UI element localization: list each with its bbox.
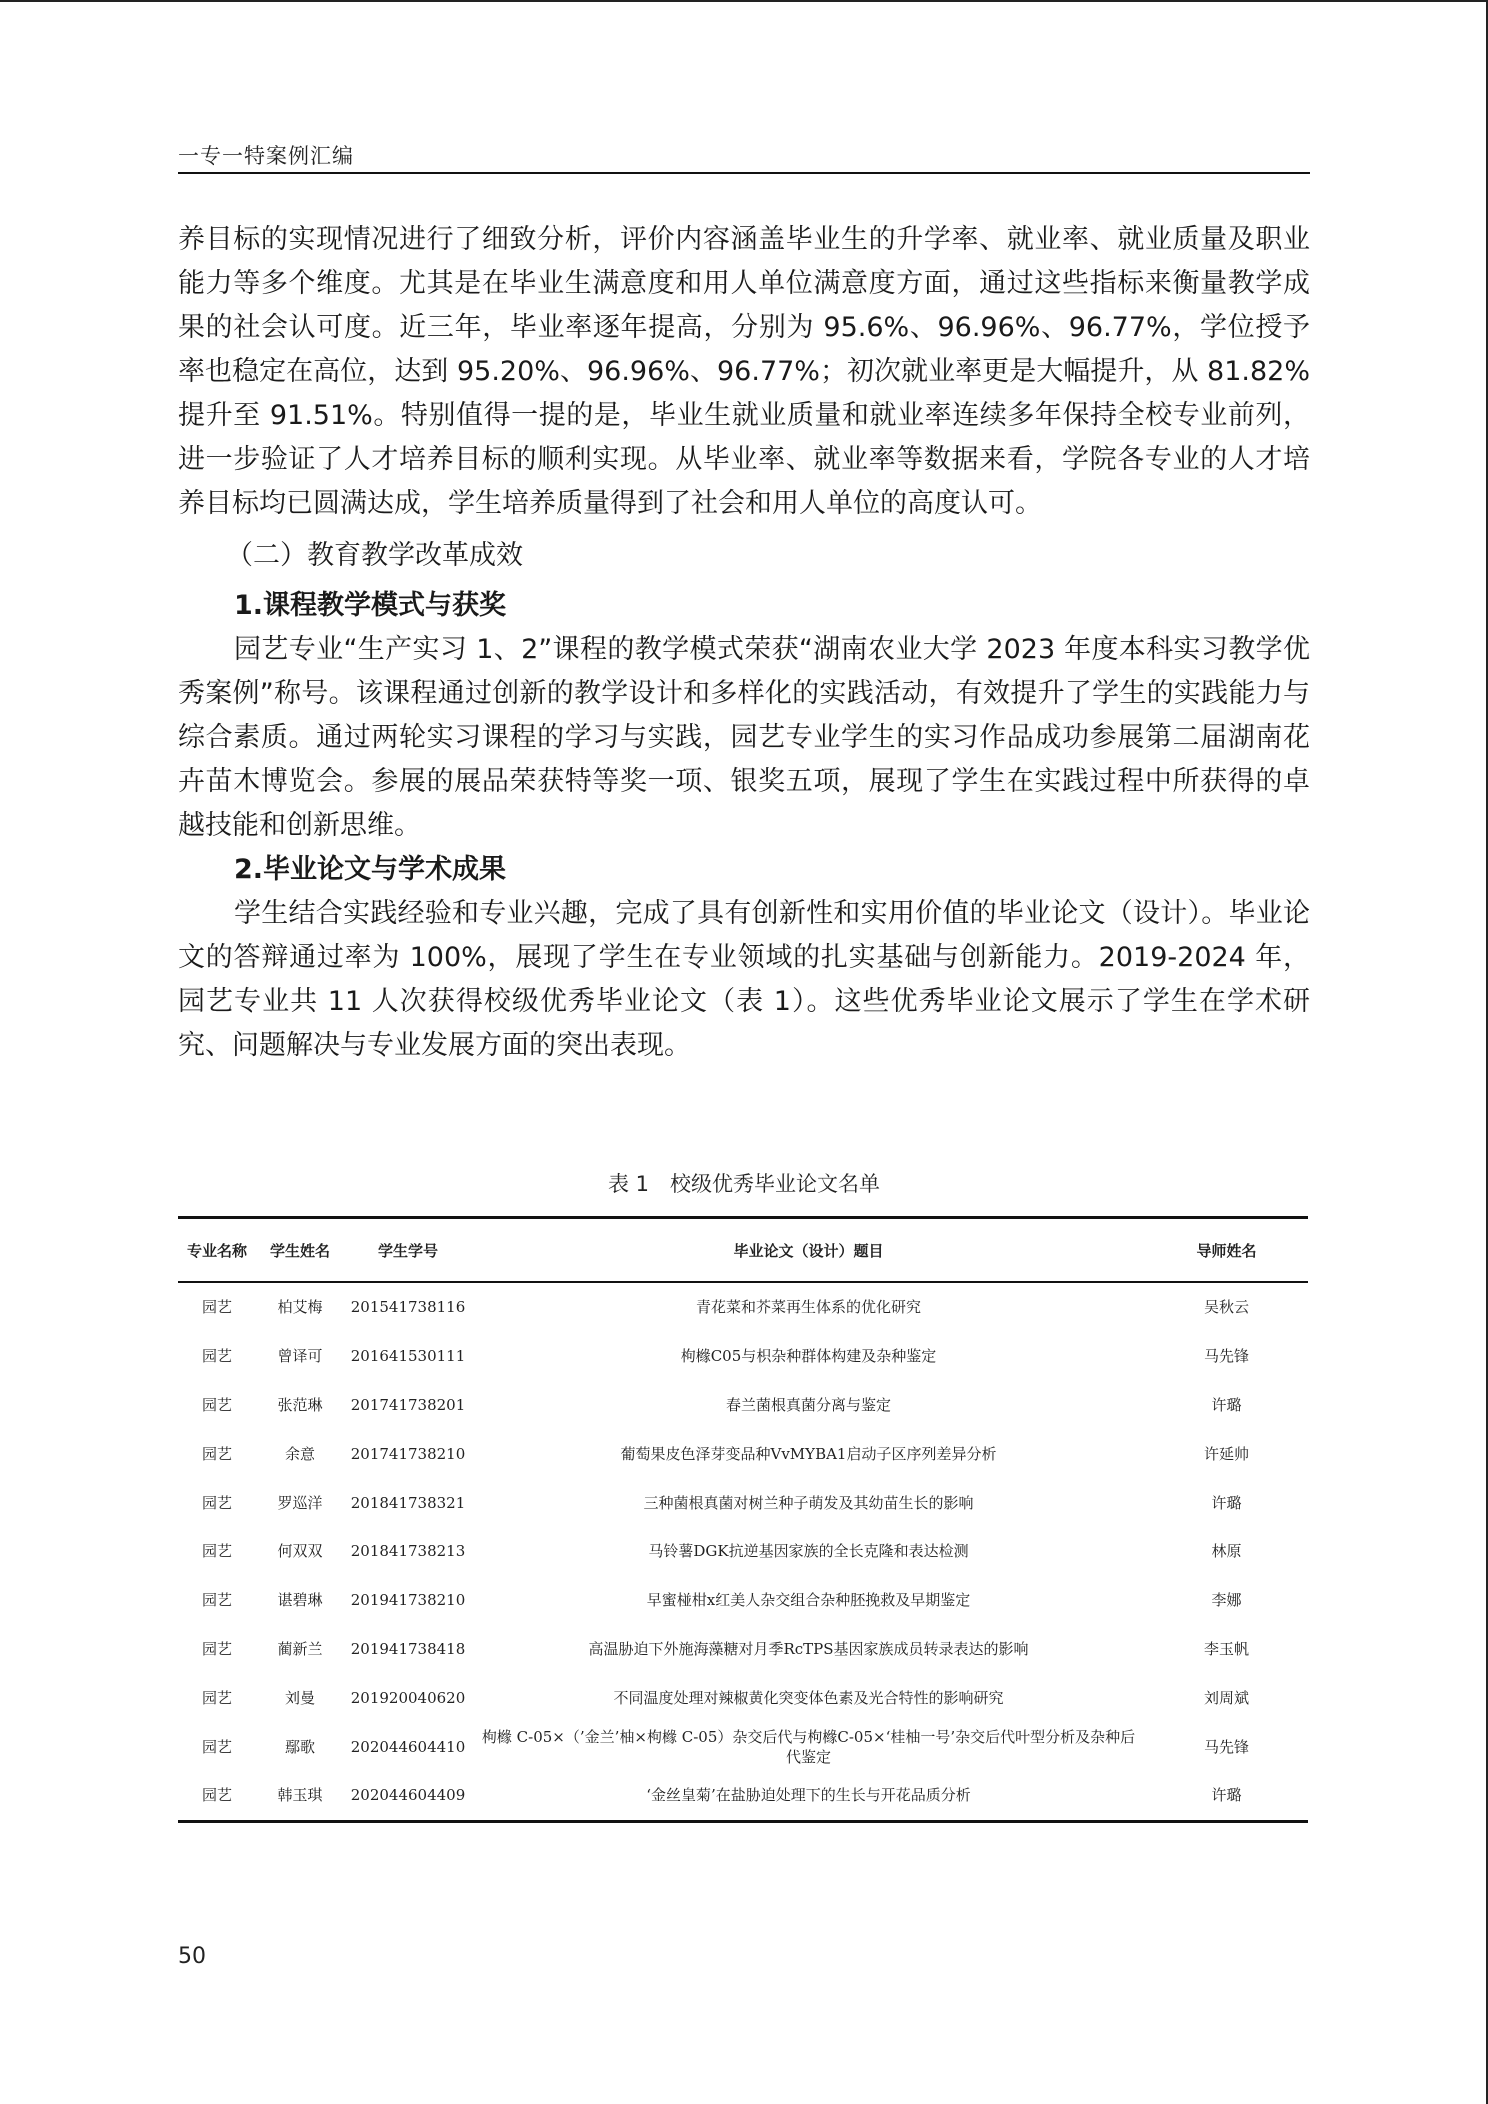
cell-advisor: 李娜 [1211, 1591, 1242, 1610]
cell-major: 园艺 [201, 1639, 232, 1658]
table-row [178, 1478, 1308, 1527]
cell-student-id: 201941738210 [350, 1591, 466, 1610]
header-student-name: 学生姓名 [256, 1218, 344, 1283]
thesis-table [178, 1216, 1308, 1823]
header-rule [178, 172, 1310, 174]
cell-student-name: 谌碧琳 [277, 1591, 323, 1610]
cell-advisor: 许璐 [1211, 1395, 1242, 1414]
cell-advisor: 许延帅 [1203, 1444, 1249, 1463]
cell-thesis-title: 三种菌根真菌对树兰种子萌发及其幼苗生长的影响 [643, 1493, 974, 1512]
cell-student-name: 何双双 [277, 1542, 323, 1561]
cell-advisor: 刘周斌 [1203, 1688, 1249, 1707]
document-body [178, 218, 1310, 1068]
cell-major: 园艺 [201, 1298, 232, 1317]
running-header: 一专一特案例汇编 [178, 144, 354, 168]
table-row [178, 1771, 1308, 1821]
cell-student-name: 曾译可 [277, 1347, 323, 1366]
cell-thesis-title: 不同温度处理对辣椒黄化突变体色素及光合特性的影响研究 [613, 1688, 1004, 1707]
cell-thesis-title: 马铃薯DGK抗逆基因家族的全长克隆和表达检测 [648, 1542, 969, 1561]
cell-student-id: 201841738321 [350, 1493, 466, 1512]
subsection-heading-course: 1.课程教学模式与获奖 [234, 590, 507, 621]
table-row [178, 1332, 1308, 1381]
cell-student-id: 201641530111 [350, 1347, 466, 1366]
cell-student-id: 201841738213 [350, 1542, 466, 1561]
cell-thesis-title: 春兰菌根真菌分离与鉴定 [725, 1395, 891, 1414]
cell-major: 园艺 [201, 1737, 232, 1756]
cell-thesis-title: 早蜜椪柑x红美人杂交组合杂种胚挽救及早期鉴定 [646, 1591, 971, 1610]
cell-student-name: 蔺新兰 [277, 1639, 323, 1658]
cell-advisor: 马先锋 [1203, 1737, 1249, 1756]
table-header-row [178, 1218, 1308, 1283]
paragraph-thesis: 学生结合实践经验和专业兴趣，完成了具有创新性和实用价值的毕业论文（设计）。毕业论文的答辩通过率为 100%，展现了学生在专业领域的扎实基础与创新能力。2019-2024 年，园艺专业共 11 人次获得校级优秀毕业论文（表 1）。这些优秀毕业论文展示了学生在学术研究、问题解决与专业发展方面的突出表现。 [178, 898, 1310, 1061]
cell-thesis-title: 高温胁迫下外施海藻糖对月季RcTPS基因家族成员转录表达的影响 [588, 1639, 1029, 1658]
paragraph-course-award: 园艺专业“生产实习 1、2”课程的教学模式荣获“湖南农业大学 2023 年度本科实习教学优秀案例”称号。该课程通过创新的教学设计和多样化的实践活动，有效提升了学生的实践能力与综合素质。通过两轮实习课程的学习与实践，园艺专业学生的实习作品成功参展第二届湖南花卉苗木博览会。参展的展品荣获特等奖一项、银奖五项，展现了学生在实践过程中所获得的卓越技能和创新思维。 [178, 634, 1310, 841]
table-row [178, 1527, 1308, 1576]
cell-student-id: 201920040620 [350, 1688, 466, 1707]
cell-advisor: 林原 [1211, 1542, 1242, 1561]
cell-student-id: 202044604409 [344, 1771, 472, 1821]
cell-thesis-title: 枸橼 C-05×（’金兰’柚×枸橼 C-05）杂交后代与枸橼C-05×‘桂柚一号’杂交后代叶型分析及杂种后代鉴定 [481, 1727, 1136, 1766]
cell-student-name: 鄢歌 [284, 1737, 315, 1756]
table-row [178, 1625, 1308, 1674]
section-heading: （二）教育教学改革成效 [226, 540, 523, 571]
cell-advisor: 吴秋云 [1203, 1298, 1249, 1317]
cell-student-id: 201541738116 [350, 1298, 466, 1317]
table-row [178, 1282, 1308, 1332]
cell-thesis-title: 青花菜和芥菜再生体系的优化研究 [695, 1298, 921, 1317]
header-major: 专业名称 [178, 1218, 256, 1283]
cell-thesis-title: 枸橼C05与枳杂种群体构建及杂种鉴定 [680, 1347, 937, 1366]
table-row [178, 1722, 1308, 1771]
cell-thesis-title: 葡萄果皮色泽芽变品种VvMYBA1启动子区序列差异分析 [620, 1444, 997, 1463]
cell-student-name: 余意 [284, 1444, 315, 1463]
cell-student-id: 202044604410 [350, 1737, 466, 1756]
cell-advisor: 李玉帆 [1203, 1639, 1249, 1658]
table-row [178, 1576, 1308, 1625]
paragraph-outcomes: 养目标的实现情况进行了细致分析，评价内容涵盖毕业生的升学率、就业率、就业质量及职业能力等多个维度。尤其是在毕业生满意度和用人单位满意度方面，通过这些指标来衡量教学成果的社会认可度。近三年，毕业率逐年提高，分别为 95.6%、96.96%、96.77%，学位授予率也稳定在高位，达到 95.20%、96.96%、96.77%；初次就业率更是大幅提升，从 81.82%提升至 91.51%。特别值得一提的是，毕业生就业质量和就业率连续多年保持全校专业前列，进一步验证了人才培养目标的顺利实现。从毕业率、就业率等数据来看，学院各专业的人才培养目标均已圆满达成，学生培养质量得到了社会和用人单位的高度认可。 [178, 224, 1310, 519]
cell-major: 园艺 [201, 1493, 232, 1512]
cell-thesis-title: ‘金丝皇菊’在盐胁迫处理下的生长与开花品质分析 [472, 1771, 1145, 1821]
cell-major: 园艺 [201, 1395, 232, 1414]
cell-student-name: 韩玉琪 [256, 1771, 344, 1821]
header-student-id: 学生学号 [344, 1218, 472, 1283]
page-number: 50 [178, 1944, 206, 1969]
cell-major: 园艺 [201, 1542, 232, 1561]
cell-student-name: 罗巡洋 [277, 1493, 323, 1512]
cell-student-id: 201941738418 [350, 1639, 466, 1658]
cell-major: 园艺 [178, 1771, 256, 1821]
cell-major: 园艺 [201, 1591, 232, 1610]
cell-major: 园艺 [201, 1688, 232, 1707]
cell-student-id: 201741738210 [350, 1444, 466, 1463]
cell-student-id: 201741738201 [350, 1395, 466, 1414]
cell-major: 园艺 [201, 1347, 232, 1366]
cell-student-name: 刘曼 [284, 1688, 315, 1707]
cell-advisor: 许璐 [1211, 1493, 1242, 1512]
table-caption: 表 1 校级优秀毕业论文名单 [607, 1172, 881, 1196]
table-row [178, 1673, 1308, 1722]
subsection-heading-thesis: 2.毕业论文与学术成果 [234, 854, 507, 885]
header-advisor: 导师姓名 [1145, 1218, 1308, 1283]
cell-advisor: 马先锋 [1203, 1347, 1249, 1366]
cell-student-name: 张范琳 [277, 1395, 323, 1414]
header-thesis-title: 毕业论文（设计）题目 [472, 1218, 1145, 1283]
table-row [178, 1381, 1308, 1430]
cell-major: 园艺 [201, 1444, 232, 1463]
cell-advisor: 许璐 [1145, 1771, 1308, 1821]
cell-student-name: 柏艾梅 [277, 1298, 323, 1317]
page-frame-top [0, 0, 1488, 2]
table-row [178, 1429, 1308, 1478]
